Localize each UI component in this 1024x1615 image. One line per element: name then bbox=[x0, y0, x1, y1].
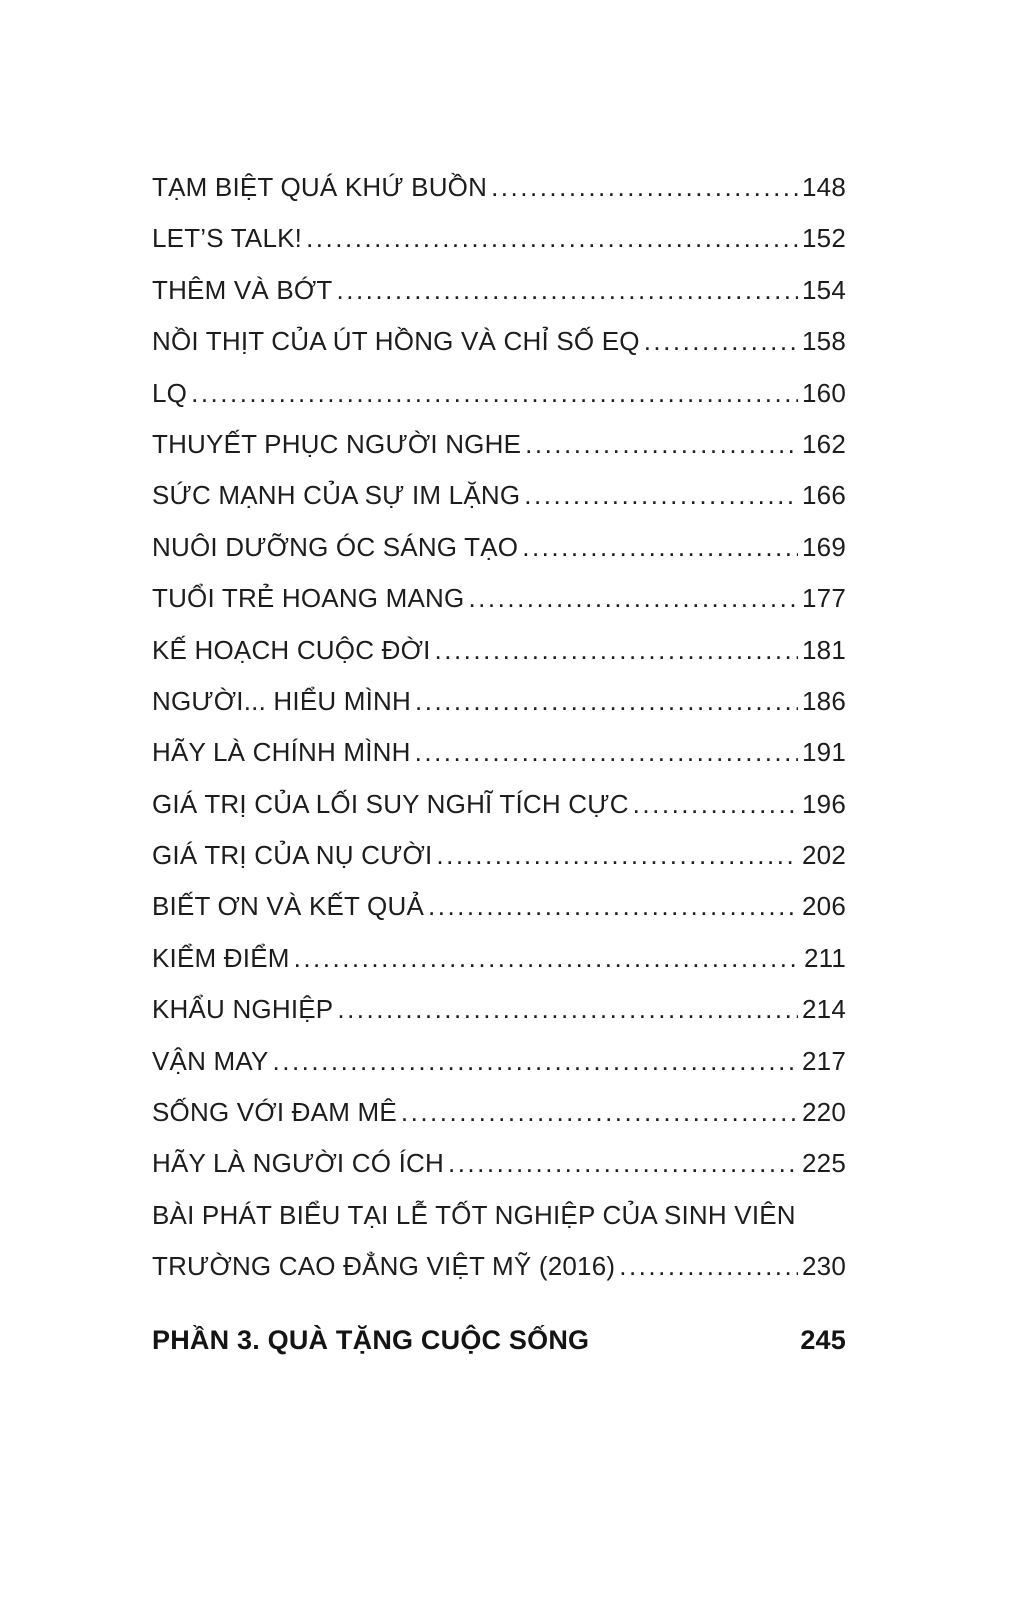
dot-leader bbox=[435, 635, 799, 666]
section-title: PHẦN 3. QUÀ TẶNG CUỘC SỐNG bbox=[152, 1324, 590, 1355]
toc-row-long-line2 bbox=[152, 1251, 846, 1302]
dot-leader bbox=[415, 686, 798, 717]
toc-entry-title: SỐNG VỚI ĐAM MÊ bbox=[152, 1097, 397, 1128]
toc-entry-page: 152 bbox=[802, 223, 846, 254]
toc-row bbox=[152, 994, 846, 1045]
toc-row bbox=[152, 840, 846, 891]
dot-leader bbox=[306, 223, 798, 254]
toc-entry-page: 158 bbox=[802, 326, 846, 357]
dot-leader bbox=[415, 737, 798, 768]
toc-row bbox=[152, 326, 846, 377]
toc-entry-title: BIẾT ƠN VÀ KẾT QUẢ bbox=[152, 891, 425, 922]
toc-entry-page: 177 bbox=[802, 583, 846, 614]
toc-entry-title: NGƯỜI... HIỂU MÌNH bbox=[152, 685, 411, 716]
toc-row bbox=[152, 275, 846, 326]
toc-row bbox=[152, 583, 846, 634]
toc-row bbox=[152, 223, 846, 274]
toc-row bbox=[152, 943, 846, 994]
dot-leader bbox=[337, 994, 798, 1025]
dot-leader bbox=[448, 1148, 798, 1179]
toc-entry-title: KẾ HOẠCH CUỘC ĐỜI bbox=[152, 634, 431, 665]
toc-row bbox=[152, 891, 846, 942]
toc-section-row bbox=[152, 1325, 846, 1376]
toc-entry-page: 169 bbox=[802, 531, 846, 562]
toc-row bbox=[152, 686, 846, 737]
toc-row bbox=[152, 1148, 846, 1199]
dot-leader bbox=[468, 583, 798, 614]
toc-row bbox=[152, 635, 846, 686]
dot-leader bbox=[644, 326, 798, 357]
toc-entry-title: GIÁ TRỊ CỦA NỤ CƯỜI bbox=[152, 840, 433, 871]
dot-leader bbox=[524, 480, 798, 511]
toc-row bbox=[152, 378, 846, 429]
toc-entry-title: THUYẾT PHỤC NGƯỜI NGHE bbox=[152, 428, 522, 459]
toc-entry-page: 160 bbox=[802, 377, 846, 408]
toc-entry-title: HÃY LÀ NGƯỜI CÓ ÍCH bbox=[152, 1148, 444, 1179]
toc-row bbox=[152, 1097, 846, 1148]
toc-entry-title: TUỔI TRẺ HOANG MANG bbox=[152, 583, 465, 614]
toc-row bbox=[152, 737, 846, 788]
toc-entry-title: LET’S TALK! bbox=[152, 223, 303, 254]
dot-leader bbox=[401, 1097, 798, 1128]
toc-row bbox=[152, 789, 846, 840]
toc-entry-page: 196 bbox=[802, 788, 846, 819]
toc-row-long-line1 bbox=[152, 1200, 846, 1251]
toc-entry-page: 181 bbox=[802, 634, 846, 665]
toc-entry-page: 211 bbox=[803, 942, 846, 973]
toc-entry-title: TRƯỜNG CAO ĐẲNG VIỆT MỸ (2016) bbox=[152, 1251, 616, 1282]
toc-entry-page: 191 bbox=[802, 737, 846, 768]
toc-entry-page: 154 bbox=[802, 274, 846, 305]
table-of-contents bbox=[152, 172, 846, 1376]
toc-entry-title: VẬN MAY bbox=[152, 1045, 269, 1076]
toc-entry-page: 225 bbox=[802, 1148, 846, 1179]
toc-row bbox=[152, 172, 846, 223]
toc-entry-title: NỒI THỊT CỦA ÚT HỒNG VÀ CHỈ SỐ EQ bbox=[152, 326, 640, 357]
toc-entry-title: KIỂM ĐIỂM bbox=[152, 942, 290, 973]
toc-entry-page: 220 bbox=[802, 1097, 846, 1128]
toc-entry-page: 214 bbox=[802, 994, 846, 1025]
dot-leader bbox=[191, 378, 798, 409]
toc-entry-title: HÃY LÀ CHÍNH MÌNH bbox=[152, 737, 411, 768]
toc-entry-page: 166 bbox=[802, 480, 846, 511]
toc-entry-page: 206 bbox=[802, 891, 846, 922]
toc-entry-page: 162 bbox=[802, 428, 846, 459]
toc-entry-page: 148 bbox=[802, 172, 846, 202]
dot-leader bbox=[491, 172, 798, 203]
section-page: 245 bbox=[800, 1324, 846, 1355]
dot-leader bbox=[619, 1251, 798, 1282]
toc-entry-page: 186 bbox=[802, 685, 846, 716]
dot-leader bbox=[294, 943, 800, 974]
toc-row bbox=[152, 480, 846, 531]
toc-entry-title: SỨC MẠNH CỦA SỰ IM LẶNG bbox=[152, 480, 521, 511]
toc-entry-title: THÊM VÀ BỚT bbox=[152, 274, 333, 305]
dot-leader bbox=[273, 1046, 799, 1077]
toc-row bbox=[152, 532, 846, 583]
toc-entry-title: GIÁ TRỊ CỦA LỐI SUY NGHĨ TÍCH CỰC bbox=[152, 788, 629, 819]
toc-entry-title: KHẨU NGHIỆP bbox=[152, 994, 334, 1025]
toc-row bbox=[152, 429, 846, 480]
dot-leader bbox=[337, 275, 799, 306]
toc-entry-page: 217 bbox=[802, 1045, 846, 1076]
dot-leader bbox=[428, 891, 798, 922]
toc-entry-page: 230 bbox=[802, 1251, 846, 1282]
toc-row bbox=[152, 1046, 846, 1097]
toc-list bbox=[152, 172, 846, 1200]
dot-leader bbox=[522, 532, 798, 563]
toc-entry-title: NUÔI DƯỠNG ÓC SÁNG TẠO bbox=[152, 531, 519, 562]
dot-leader bbox=[436, 840, 798, 871]
dot-leader bbox=[633, 789, 798, 820]
toc-entry-page: 202 bbox=[802, 840, 846, 871]
toc-entry-title: LQ bbox=[152, 377, 188, 408]
dot-leader bbox=[525, 429, 798, 460]
toc-entry-title: BÀI PHÁT BIỂU TẠI LỄ TỐT NGHIỆP CỦA SINH VIÊN bbox=[152, 1199, 796, 1230]
toc-entry-title: TẠM BIỆT QUÁ KHỨ BUỒN bbox=[152, 172, 488, 202]
